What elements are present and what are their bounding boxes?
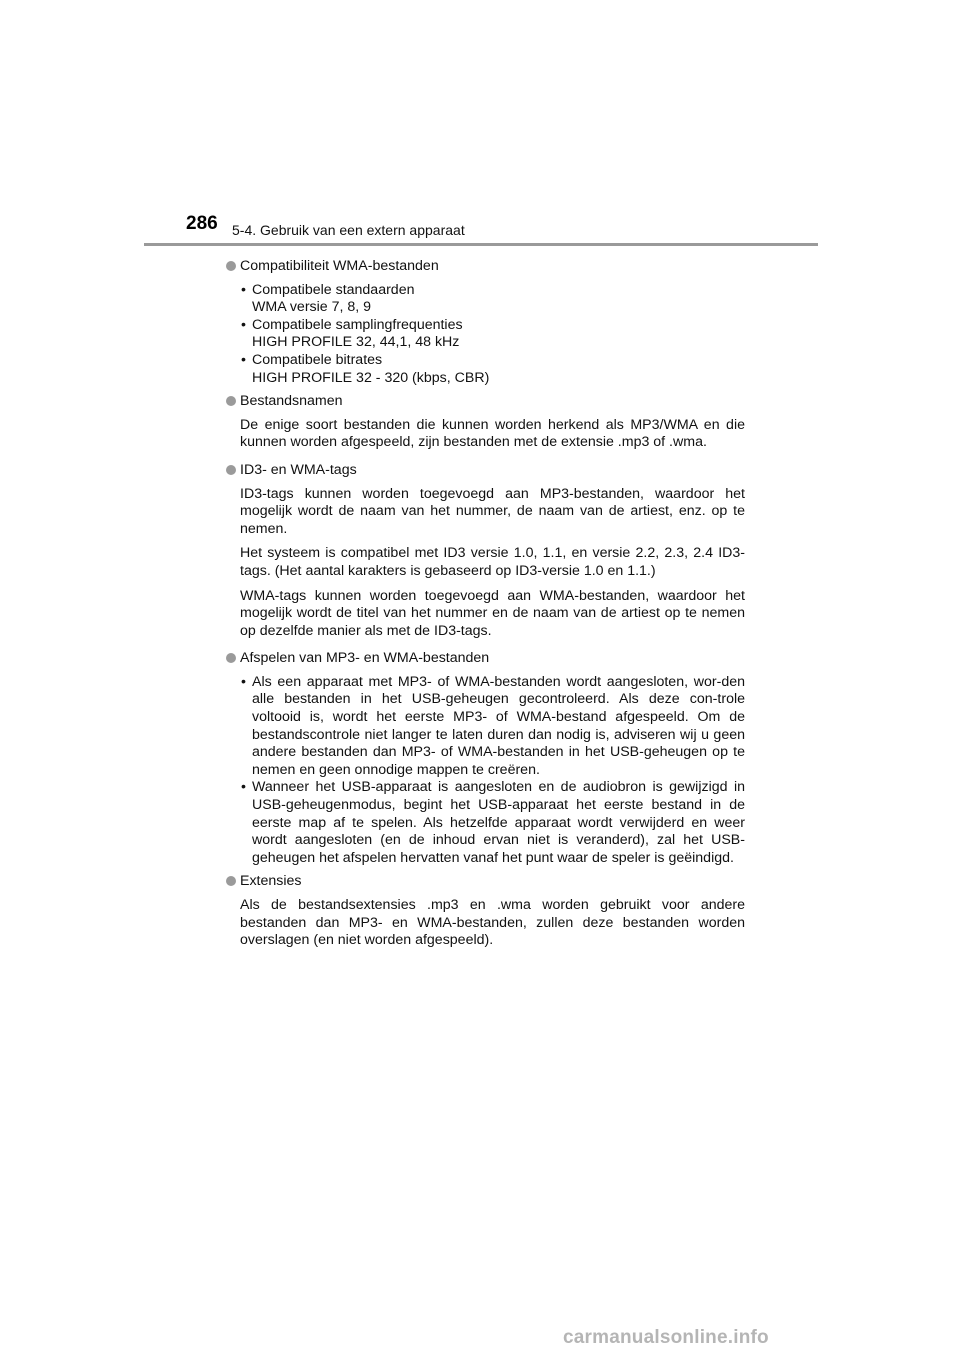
paragraph: ID3-tags kunnen worden toegevoegd aan MP3-bestanden, waardoor het mogelijk wordt de naam van het nummer, de naam van de artiest, enz. op te nemen. xyxy=(240,485,745,537)
topic-extensions xyxy=(224,873,745,891)
topic-tags xyxy=(224,462,745,480)
spec-label: Compatibele samplingfrequenties xyxy=(252,316,463,333)
paragraph: De enige soort bestanden die kunnen worden herkend als MP3/WMA en die kunnen worden afgespeeld, zijn bestanden met de extensie .mp3 of .wma. xyxy=(240,416,745,451)
spec-value: HIGH PROFILE 32 - 320 (kbps, CBR) xyxy=(252,369,490,386)
list-item xyxy=(240,282,745,317)
page-number: 286 xyxy=(186,213,218,234)
list-item-text: Als een apparaat met MP3- of WMA-bestanden wordt aangesloten, wor-den alle bestanden in het USB-geheugen gecontroleerd. Als deze con-trole voltooid is, wordt het eerste MP3- of WMA-bestand afgespeeld. Om de bestandscontrole niet langer te laten duren dan nodig is, adviseren wij u geen andere bestanden dan MP3- of WMA-bestanden in het USB-geheugen op te nemen en geen onnodige mappen te creëren. xyxy=(252,673,745,778)
bullet-dot-icon: • xyxy=(241,779,246,796)
topic-wma-compatibility xyxy=(224,258,745,276)
bullet-dot-icon: • xyxy=(241,316,246,333)
topic-bullet-icon xyxy=(226,653,236,663)
topic-title: Compatibiliteit WMA-bestanden xyxy=(240,258,439,274)
section-title: 5-4. Gebruik van een extern apparaat xyxy=(232,222,465,238)
playback-list xyxy=(224,674,745,868)
topic-title: Bestandsnamen xyxy=(240,393,343,410)
list-item xyxy=(240,352,745,387)
watermark: carmanualsonline.info xyxy=(563,1327,769,1348)
wma-spec-list xyxy=(224,282,745,388)
topic-filenames xyxy=(224,393,745,411)
manual-content xyxy=(224,255,745,950)
topic-title: Afspelen van MP3- en WMA-bestanden xyxy=(240,650,490,667)
paragraph: Als de bestandsextensies .mp3 en .wma worden gebruikt voor andere bestanden dan MP3- en WMA-bestanden, zullen deze bestanden worden overslagen (en niet worden afgespeeld). xyxy=(240,897,745,949)
header-divider xyxy=(144,243,818,246)
spec-label: Compatibele bitrates xyxy=(252,351,383,368)
topic-playback xyxy=(224,650,745,668)
list-item xyxy=(240,674,745,780)
list-item xyxy=(240,779,745,867)
list-item xyxy=(240,317,745,352)
list-item-text: Wanneer het USB-apparaat is aangesloten en de audiobron is gewijzigd in USB-geheugenmodus, begint het USB-apparaat het eerste bestand in de eerste map af te spelen. Als hetzelfde apparaat wordt verwijderd en weer wordt aangesloten (en de inhoud ervan niet is veranderd), zal het USB-geheugen het afspelen hervatten vanaf het punt waar de speler is geëindigd. xyxy=(252,779,745,866)
topic-title: Extensies xyxy=(240,873,302,890)
spec-label: Compatibele standaarden xyxy=(252,281,415,298)
spec-value: HIGH PROFILE 32, 44,1, 48 kHz xyxy=(252,334,460,351)
topic-bullet-icon xyxy=(226,261,236,271)
topic-bullet-icon xyxy=(226,465,236,475)
bullet-dot-icon: • xyxy=(241,281,246,298)
paragraph: Het systeem is compatibel met ID3 versie 1.0, 1.1, en versie 2.2, 2.3, 2.4 ID3-tags. (Het aantal karakters is gebaseerd op ID3-versie 1.0 en 1.1.) xyxy=(240,545,745,579)
topic-bullet-icon xyxy=(226,396,236,406)
paragraph: WMA-tags kunnen worden toegevoegd aan WMA-bestanden, waardoor het mogelijk wordt de titel van het nummer en de naam van de artiest op te nemen op dezelfde manier als met de ID3-tags. xyxy=(240,587,745,639)
topic-bullet-icon xyxy=(226,876,236,886)
bullet-dot-icon: • xyxy=(241,673,246,690)
spec-value: WMA versie 7, 8, 9 xyxy=(252,299,372,316)
topic-title: ID3- en WMA-tags xyxy=(240,461,357,478)
bullet-dot-icon: • xyxy=(241,351,246,368)
